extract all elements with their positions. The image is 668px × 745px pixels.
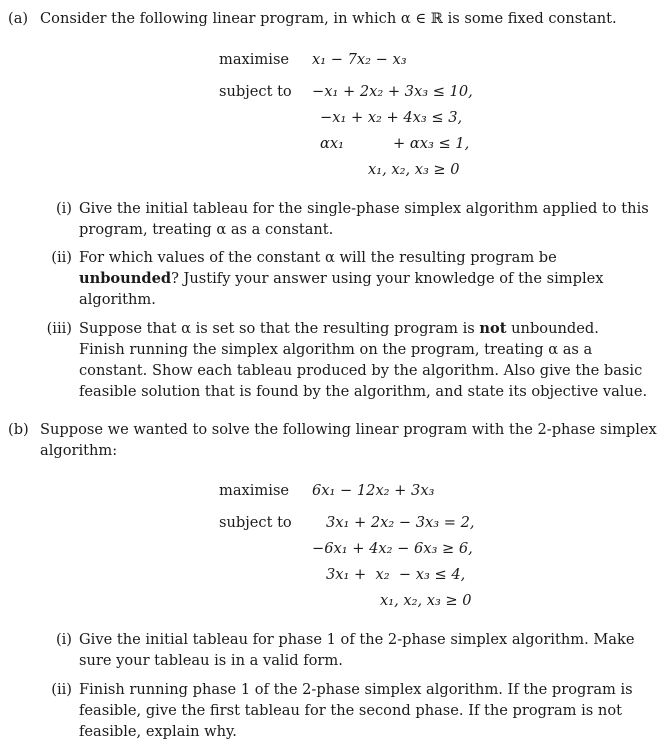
part-b-intro-line: Suppose we wanted to solve the following linear program with the 2-phase simplex [40, 421, 657, 438]
item-text-line: program, treating α as a constant. [79, 221, 334, 238]
part-a-label: (a) [8, 10, 29, 27]
item-text-line: Give the initial tableau for the single-phase simplex algorithm applied to this [79, 200, 649, 217]
item-text-line: unbounded? Justify your answer using your knowledge of the simplex [79, 270, 604, 287]
constraints-keyword: subject to [219, 83, 292, 100]
part-a-intro: Consider the following linear program, in which α ∈ ℝ is some fixed constant. [40, 10, 617, 27]
item-text-line: sure your tableau is in a valid form. [79, 652, 343, 669]
objective-keyword: maximise [219, 482, 290, 499]
objective-expression: 6x₁ − 12x₂ + 3x₃ [312, 482, 435, 499]
constraint-3-lhs: αx₁ [320, 135, 344, 152]
nonnegativity-constraint: x₁, x₂, x₃ ≥ 0 [368, 161, 460, 178]
objective-expression: x₁ − 7x₂ − x₃ [312, 51, 407, 68]
constraint-1: −x₁ + 2x₂ + 3x₃ ≤ 10, [312, 83, 473, 100]
item-text-line: feasible solution that is found by the algorithm, and state its objective value. [79, 383, 648, 400]
item-label: (i) [55, 200, 72, 217]
item-label: (ii) [51, 249, 72, 266]
item-text-line: feasible, explain why. [79, 723, 237, 740]
constraint-2: −6x₁ + 4x₂ − 6x₃ ≥ 6, [312, 540, 473, 557]
item-text-line: Give the initial tableau for phase 1 of the 2-phase simplex algorithm. Make [79, 631, 635, 648]
nonnegativity-constraint: x₁, x₂, x₃ ≥ 0 [380, 592, 472, 609]
constraint-3-rhs: + αx₃ ≤ 1, [393, 135, 470, 152]
part-b-label: (b) [8, 421, 29, 438]
emphasis-not: not [479, 320, 507, 337]
constraint-3: 3x₁ + x₂ − x₃ ≤ 4, [326, 566, 466, 583]
item-text-line: algorithm. [79, 291, 156, 308]
emphasis-unbounded: unbounded [79, 270, 172, 287]
item-text-line: constant. Show each tableau produced by the algorithm. Also give the basic [79, 362, 643, 379]
item-label: (i) [55, 631, 72, 648]
item-text-line: Finish running the simplex algorithm on the program, treating α as a [79, 341, 593, 358]
item-label: (ii) [51, 681, 72, 698]
item-text-line: feasible, give the first tableau for the second phase. If the program is not [79, 702, 622, 719]
item-text-line: For which values of the constant α will the resulting program be [79, 249, 557, 266]
constraints-keyword: subject to [219, 514, 292, 531]
constraint-1: 3x₁ + 2x₂ − 3x₃ = 2, [326, 514, 475, 531]
constraint-2: −x₁ + x₂ + 4x₃ ≤ 3, [320, 109, 463, 126]
item-text-line: Suppose that α is set so that the resulting program is not unbounded. [79, 320, 599, 337]
item-label: (iii) [46, 320, 72, 337]
objective-keyword: maximise [219, 51, 290, 68]
item-text-line: Finish running phase 1 of the 2-phase simplex algorithm. If the program is [79, 681, 633, 698]
part-b-intro-line: algorithm: [40, 442, 118, 459]
